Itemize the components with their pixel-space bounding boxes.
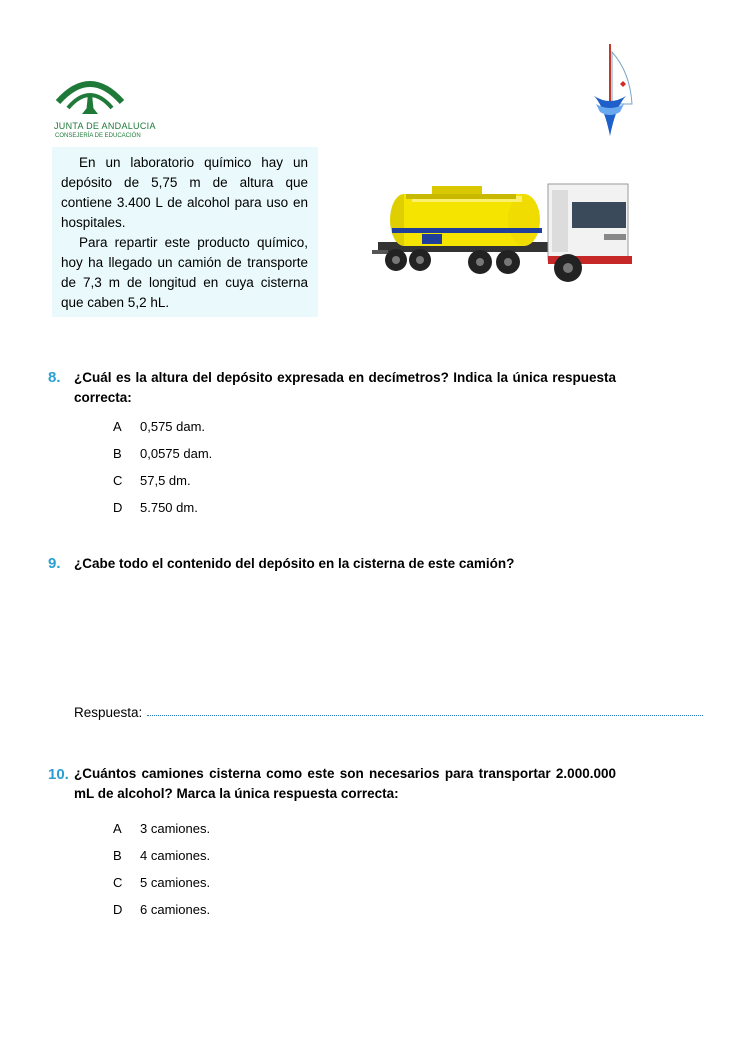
- question-8-number: 8.: [48, 369, 61, 386]
- problem-statement-box: [52, 147, 318, 317]
- question-10-option-b[interactable]: B 4 camiones.: [113, 848, 211, 863]
- question-9-text: ¿Cabe todo el contenido del depósito en la cisterna de este camión?: [74, 556, 515, 571]
- question-10-number: 10.: [48, 766, 69, 783]
- tanker-truck-image: [372, 180, 636, 292]
- question-10-option-d[interactable]: D 6 camiones.: [113, 902, 211, 917]
- sailboat-icon: [590, 42, 636, 138]
- problem-paragraph-1: En un laboratorio químico hay un depósito de 5,75 m de altura que contiene 3.400 L de alcohol para uso en hospitales.: [61, 155, 308, 230]
- logo-text-sub: CONSEJERÍA DE EDUCACIÓN: [55, 133, 141, 139]
- question-8-option-b[interactable]: B 0,0575 dam.: [113, 446, 213, 461]
- logo-text-main: JUNTA DE ANDALUCIA: [54, 121, 156, 131]
- question-9-number: 9.: [48, 555, 61, 572]
- question-10-text: ¿Cuántos camiones cisterna como este son necesarios para transportar 2.000.000 mL de alcohol? Marca la única respuesta correcta:: [74, 766, 616, 801]
- question-10-option-a[interactable]: A 3 camiones.: [113, 821, 211, 836]
- question-8-option-a[interactable]: A 0,575 dam.: [113, 419, 206, 434]
- question-8-text: ¿Cuál es la altura del depósito expresada en decímetros? Indica la única respuesta correcta:: [74, 370, 616, 405]
- question-8-option-c[interactable]: C 57,5 dm.: [113, 473, 191, 488]
- question-10-option-c[interactable]: C 5 camiones.: [113, 875, 211, 890]
- question-8-option-d[interactable]: D 5.750 dm.: [113, 500, 198, 515]
- answer-label: Respuesta:: [74, 705, 143, 720]
- answer-line[interactable]: [147, 715, 703, 716]
- problem-paragraph-2: Para repartir este producto químico, hoy ha llegado un camión de transporte de 7,3 m de longitud en cuya cisterna que caben 5,2 hL.: [61, 235, 308, 310]
